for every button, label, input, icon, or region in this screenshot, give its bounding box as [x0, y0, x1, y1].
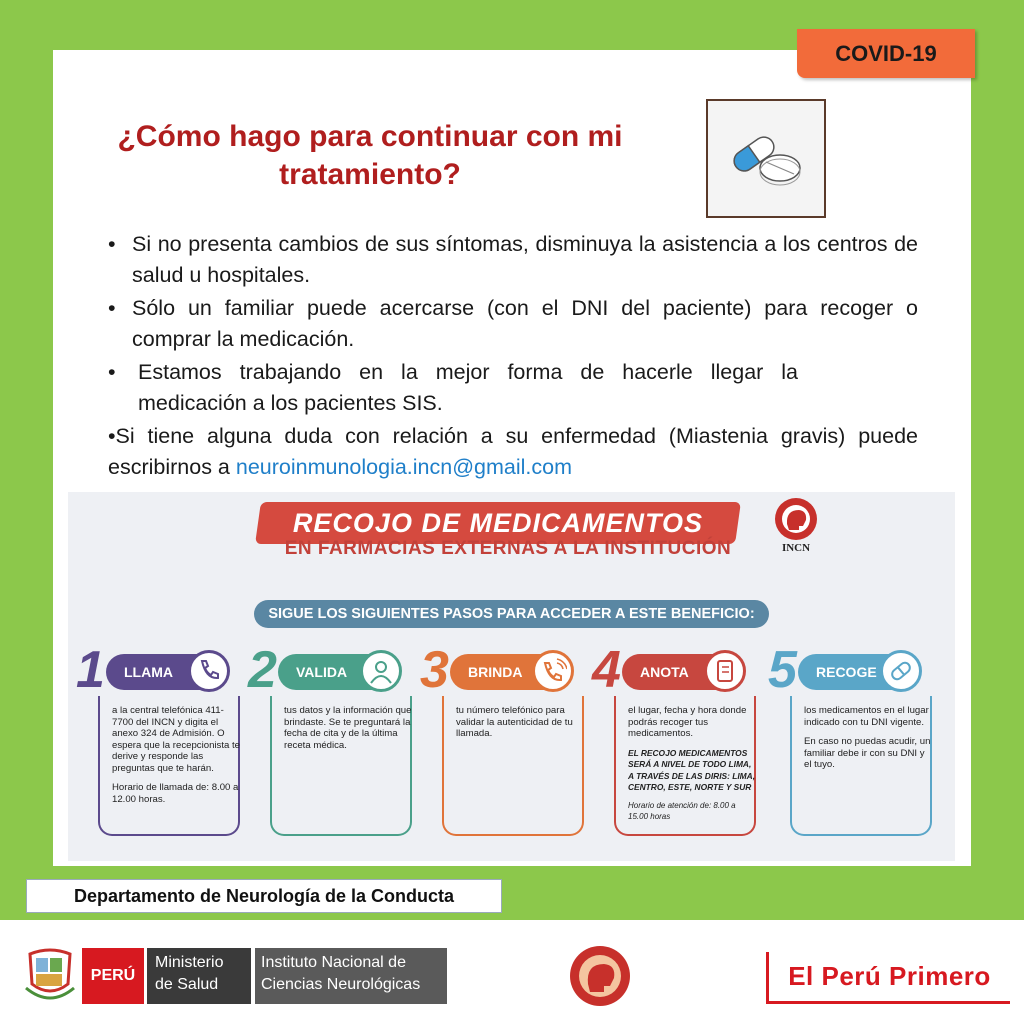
- bullet-dot: •: [108, 296, 116, 320]
- step-extra: Horario de llamada de: 8.00 a 12.00 horas.: [112, 782, 239, 805]
- step-label: VALIDA: [278, 654, 393, 690]
- step-description: tu número telefónico para validar la autenticidad de tu llamada.: [456, 705, 573, 739]
- email-link[interactable]: neuroinmunologia.incn@gmail.com: [235, 455, 573, 479]
- step-extra: En caso no puedas acudir, un familiar debe ir con su DNI y el tuyo.: [804, 736, 931, 770]
- step-description: el lugar, fecha y hora donde podrás recoger tus medicamentos.: [628, 705, 747, 739]
- step-2: [248, 640, 416, 850]
- steps-header: SIGUE LOS SIGUIENTES PASOS PARA ACCEDER A ESTE BENEFICIO:: [254, 600, 769, 628]
- peru-brand: PERÚ: [82, 948, 144, 1004]
- bullet-text: Estamos trabajando en la mejor forma de hacerle llegar la medicación a los pacientes SIS.: [138, 360, 798, 415]
- step-text: [804, 705, 932, 771]
- step-icon-circle: [532, 650, 574, 692]
- recommendations-list: [108, 229, 918, 485]
- step-text: [628, 705, 756, 823]
- step-description: los medicamentos en el lugar indicado con tu DNI vigente.: [804, 705, 929, 728]
- incn-institute-logo: [255, 948, 447, 1004]
- step-icon-circle: [360, 650, 402, 692]
- step-text: [456, 705, 584, 740]
- step-4: [592, 640, 760, 850]
- peru-shield-logo: [22, 944, 78, 1009]
- step-icon-circle: [188, 650, 230, 692]
- step-label: LLAMA: [106, 654, 221, 690]
- step-label: BRINDA: [450, 654, 565, 690]
- pills-image: [706, 99, 826, 218]
- bullet-item: [108, 421, 918, 483]
- coat-of-arms-icon: [22, 944, 78, 1004]
- infographic-subtitle: EN FARMACIAS EXTERNAS A LA INSTITUCIÓN: [284, 538, 732, 559]
- bullet-item: [108, 357, 798, 419]
- step-number: 1: [76, 641, 105, 699]
- incn-line1: Instituto Nacional de: [261, 954, 406, 971]
- incn-head-icon: [773, 496, 819, 542]
- pills-icon: [726, 124, 806, 194]
- step-1: [76, 640, 244, 850]
- step-5: [768, 640, 936, 850]
- step-3: [420, 640, 588, 850]
- step-label: ANOTA: [622, 654, 737, 690]
- phone-ring-icon: [539, 657, 567, 685]
- step-number: 4: [592, 641, 621, 699]
- department-label: Departamento de Neurología de la Conducta: [26, 879, 502, 913]
- step-number: 5: [768, 641, 797, 699]
- page-title: ¿Cómo hago para continuar con mi tratamiento?: [117, 120, 623, 191]
- bullet-item: [108, 229, 918, 291]
- incn-line2: Ciencias Neurológicas: [261, 976, 421, 993]
- step-icon-circle: [880, 650, 922, 692]
- bullet-dot: •: [108, 424, 116, 448]
- incn-logo-text: INCN: [781, 542, 811, 554]
- ministerio-line2: de Salud: [155, 976, 219, 993]
- bullet-text: Si tiene alguna duda con relación a su enfermedad (Miastenia gravis) puede escribirnos a: [108, 424, 918, 479]
- peru-primero-slogan: El Perú Primero: [766, 952, 1010, 1004]
- phone-icon: [195, 657, 223, 685]
- notebook-icon: [711, 657, 739, 685]
- ministerio-line1: Ministerio: [155, 954, 224, 971]
- user-icon: [367, 657, 395, 685]
- infographic-title: RECOJO DE MEDICAMENTOS: [292, 507, 704, 538]
- step-number: 3: [420, 641, 449, 699]
- pills-icon: [887, 657, 915, 685]
- bullet-dot: •: [108, 360, 116, 384]
- step-description: a la central telefónica 411-7700 del INCN y digita el anexo 324 de Admisión. O espera que la recepcionista te derive y responde las preguntas que te harán.: [112, 705, 240, 774]
- covid-badge: COVID-19: [797, 29, 975, 78]
- ministerio-salud-logo: [147, 948, 251, 1004]
- step-text: [112, 705, 240, 805]
- bullet-dot: •: [108, 232, 116, 256]
- incn-head-icon: [568, 944, 632, 1008]
- step-extra: EL RECOJO MEDICAMENTOS SERÁ A NIVEL DE TODO LIMA, A TRAVÉS DE LAS DIRIS: LIMA, CENTRO, ESTE, NORTE Y SUR: [628, 747, 756, 792]
- bullet-text: Si no presenta cambios de sus síntomas, disminuya la asistencia a los centros de salud u hospitales.: [132, 232, 918, 287]
- step-hours: Horario de atención de: 8.00 a 15.00 horas: [628, 800, 736, 821]
- step-description: tus datos y la información que brindaste. Se te preguntará la fecha de cita y de la última receta médica.: [284, 705, 412, 751]
- step-text: [284, 705, 412, 751]
- step-label: RECOGE: [798, 654, 913, 690]
- bullet-item: [108, 293, 918, 355]
- incn-logo: [765, 496, 827, 554]
- infographic: [68, 492, 955, 861]
- bullet-text: Sólo un familiar puede acercarse (con el DNI del paciente) para recoger o comprar la medicación.: [132, 296, 918, 351]
- step-icon-circle: [704, 650, 746, 692]
- step-number: 2: [248, 641, 277, 699]
- incn-footer-logo: [568, 944, 632, 1013]
